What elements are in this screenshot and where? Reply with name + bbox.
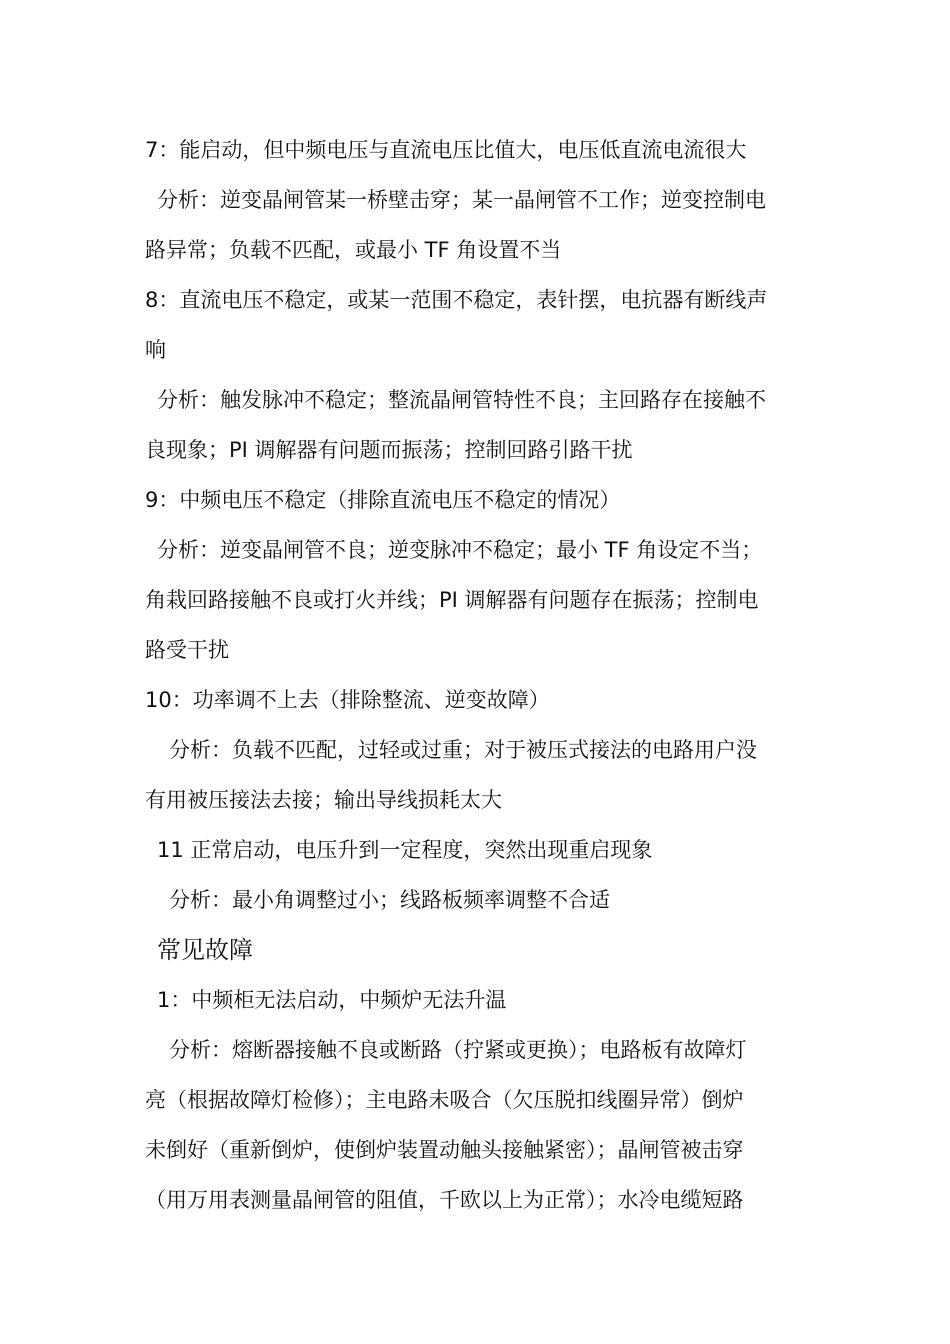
item-11-analysis: 分析：最小角调整过小；线路板频率调整不合适: [169, 888, 610, 912]
item-9-analysis: 分析：逆变晶闸管不良；逆变脉冲不稳定；最小 TF 角设定不当；: [157, 538, 763, 562]
item-8-title-cont: 响: [145, 338, 166, 362]
item-8-title: 8：直流电压不稳定，或某一范围不稳定，表针摆，电抗器有断线声: [145, 288, 768, 312]
document-body: [145, 125, 825, 1225]
item-9-title: 9：中频电压不稳定（排除直流电压不稳定的情况）: [145, 488, 621, 512]
fault-1-analysis: 分析：熔断器接触不良或断路（拧紧或更换）；电路板有故障灯: [169, 1038, 747, 1062]
item-9-analysis-cont-2: 路受干扰: [145, 638, 229, 662]
item-7-analysis: 分析：逆变晶闸管某一桥壁击穿；某一晶闸管不工作；逆变控制电: [157, 188, 766, 212]
item-7-title: 7：能启动，但中频电压与直流电压比值大，电压低直流电流很大: [145, 138, 747, 162]
item-8-analysis-cont: 良现象；PI 调解器有问题而振荡；控制回路引路干扰: [145, 438, 633, 462]
fault-1-analysis-cont: 亮（根据故障灯检修）；主电路未吸合（欠压脱扣线圈异常）倒炉: [145, 1088, 744, 1112]
fault-1-analysis-cont-2: 未倒好（重新倒炉，使倒炉装置动触头接触紧密）；晶闸管被击穿: [145, 1138, 744, 1162]
item-8-analysis: 分析：触发脉冲不稳定；整流晶闸管特性不良；主回路存在接触不: [157, 388, 766, 412]
item-10-analysis: 分析：负载不匹配，过轻或过重；对于被压式接法的电路用户没: [169, 738, 757, 762]
item-10-analysis-cont: 有用被压接法去接；输出导线损耗太大: [145, 788, 502, 812]
section-heading: 常见故障: [157, 936, 253, 964]
fault-1-title: 1：中频柜无法启动，中频炉无法升温: [157, 988, 507, 1012]
item-7-analysis-cont: 路异常；负载不匹配，或最小 TF 角设置不当: [145, 238, 562, 262]
fault-1-analysis-cont-3: （用万用表测量晶闸管的阻值，千欧以上为正常）；水冷电缆短路: [145, 1188, 744, 1212]
item-10-title: 10：功率调不上去（排除整流、逆变故障）: [145, 688, 550, 712]
item-11-title: 11 正常启动，电压升到一定程度，突然出现重启现象: [157, 838, 653, 862]
item-9-analysis-cont: 角栽回路接触不良或打火并线；PI 调解器有问题存在振荡；控制电: [145, 588, 759, 612]
